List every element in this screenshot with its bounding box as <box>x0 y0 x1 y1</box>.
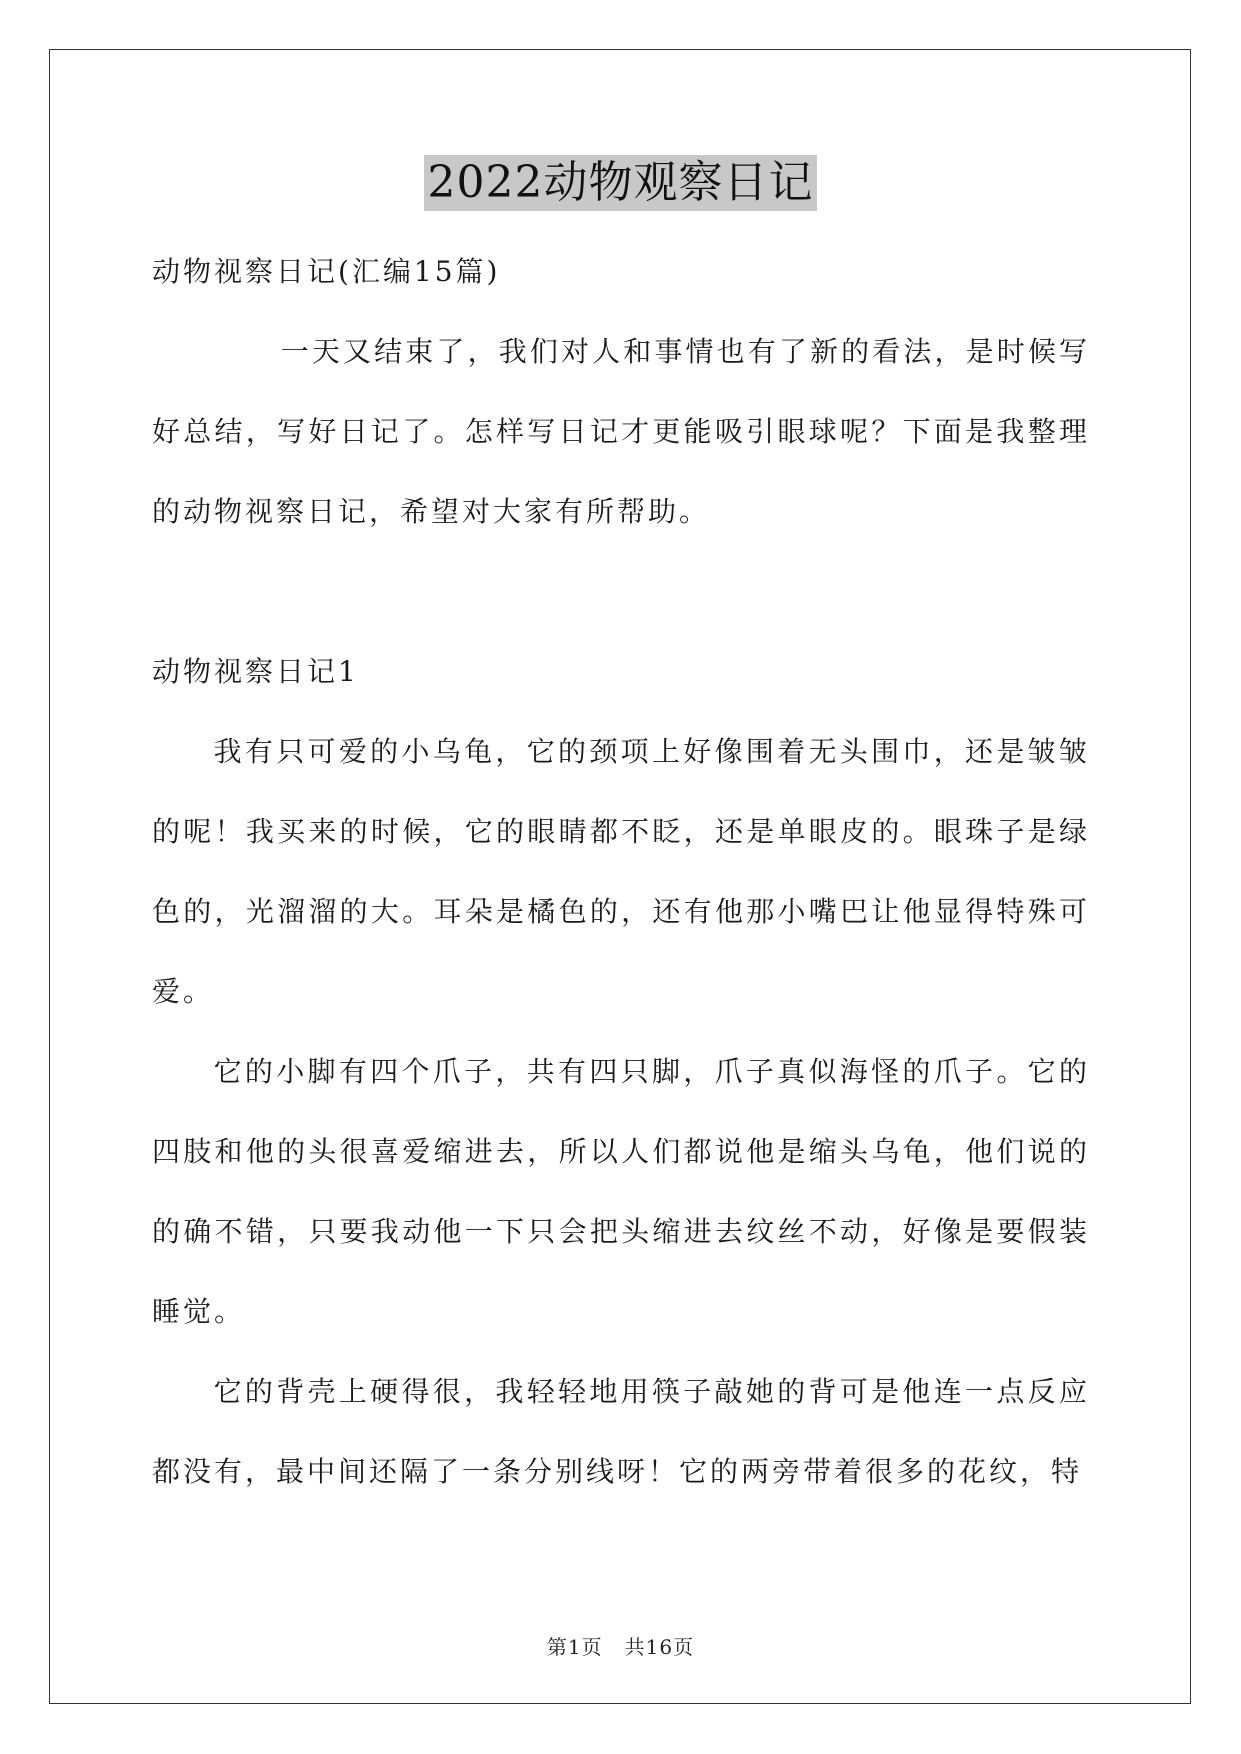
document-title: 2022动物观察日记 <box>424 155 818 211</box>
page-number-total: 共16页 <box>624 1635 695 1659</box>
document-body <box>152 232 1090 1512</box>
section-spacer <box>152 552 1090 632</box>
title-container <box>0 155 1241 211</box>
body-paragraph: 我有只可爱的小乌龟，它的颈项上好像围着无头围巾，还是皱皱的呢！我买来的时候，它的眼睛都不眨，还是单眼皮的。眼珠子是绿色的，光溜溜的大。耳朵是橘色的，还有他那小嘴巴让他显得特殊可爱。 <box>152 735 1090 1008</box>
page-number-current: 第1页 <box>546 1635 603 1659</box>
page-footer <box>0 1631 1241 1660</box>
body-paragraph: 它的小脚有四个爪子，共有四只脚，爪子真似海怪的爪子。它的四肢和他的头很喜爱缩进去，所以人们都说他是缩头乌龟，他们说的的确不错，只要我动他一下只会把头缩进去纹丝不动，好像是要假装睡觉。 <box>152 1055 1090 1328</box>
body-paragraph: 它的背壳上硬得很，我轻轻地用筷子敲她的背可是他连一点反应都没有，最中间还隔了一条分别线呀！它的两旁带着很多的花纹，特 <box>152 1375 1090 1488</box>
section-heading: 动物视察日记1 <box>152 655 359 688</box>
document-subtitle: 动物视察日记(汇编15篇) <box>152 255 501 288</box>
intro-paragraph: 一天又结束了，我们对人和事情也有了新的看法，是时候写好总结，写好日记了。怎样写日记才更能吸引眼球呢？下面是我整理的动物视察日记，希望对大家有所帮助。 <box>152 335 1090 528</box>
